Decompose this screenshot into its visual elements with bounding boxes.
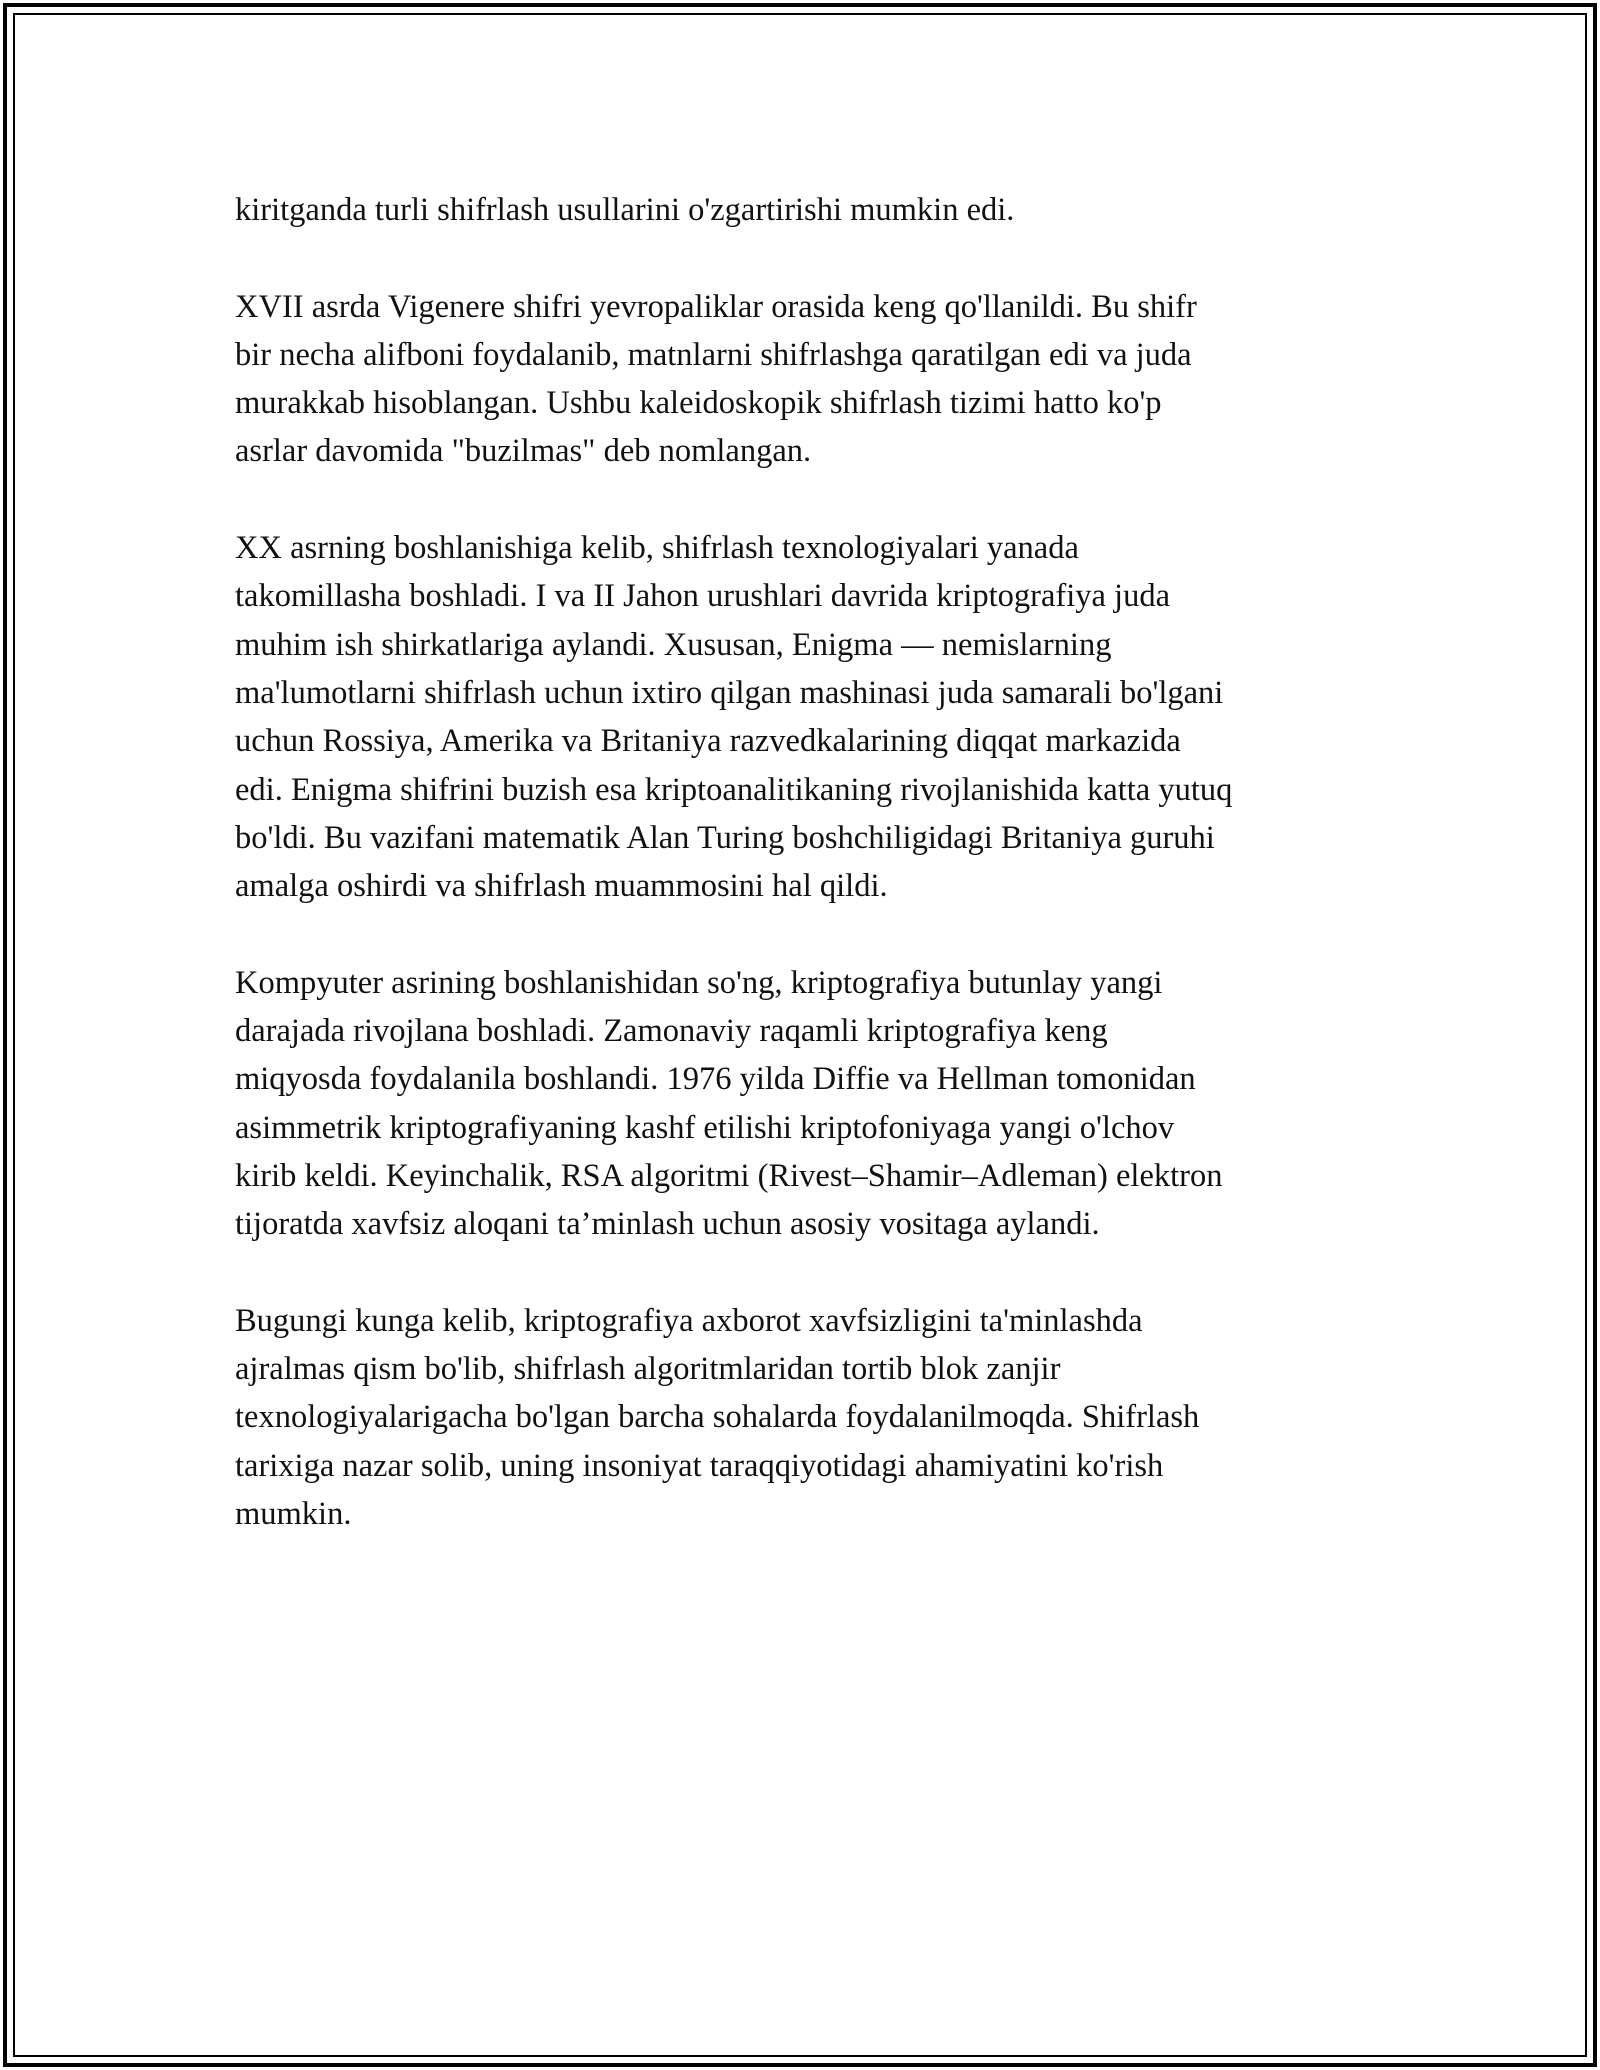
paragraph-line: murakkab hisoblangan. Ushbu kaleidoskopik shifrlash tizimi hatto ko'p: [235, 385, 1162, 422]
paragraph-line: ajralmas qism bo'lib, shifrlash algoritmlaridan tortib blok zanjir: [235, 1351, 1061, 1388]
paragraph: [235, 1297, 1385, 1538]
paragraph-line: texnologiyalarigacha bo'lgan barcha sohalarda foydalanilmoqda. Shifrlash: [235, 1399, 1200, 1436]
paragraph-line: XVII asrda Vigenere shifri yevropaliklar orasida keng qo'llanildi. Bu shifr: [235, 288, 1197, 325]
paragraph-line: asimmetrik kriptografiyaning kashf etilishi kriptofoniyaga yangi o'lchov: [235, 1109, 1175, 1146]
paragraph-line: edi. Enigma shifrini buzish esa kriptoanalitikaning rivojlanishida katta yutuq: [235, 771, 1233, 808]
paragraph-line: Kompyuter asrining boshlanishidan so'ng, kriptografiya butunlay yangi: [235, 964, 1163, 1001]
paragraph-line: takomillasha boshladi. I va II Jahon urushlari davrida kriptografiya juda: [235, 578, 1171, 615]
paragraph-line: miqyosda foydalanila boshlandi. 1976 yilda Diffie va Hellman tomonidan: [235, 1061, 1196, 1098]
paragraph-line: tarixiga nazar solib, uning insoniyat taraqqiyotidagi ahamiyatini ko'rish: [235, 1447, 1164, 1484]
paragraph-line: amalga oshirdi va shifrlash muammosini hal qildi.: [235, 868, 888, 905]
paragraph-line: bo'ldi. Bu vazifani matematik Alan Turing boshchiligidagi Britaniya guruhi: [235, 819, 1215, 856]
paragraph-line: mumkin.: [235, 1496, 352, 1533]
paragraph: [235, 186, 1385, 234]
paragraph-line: muhim ish shirkatlariga aylandi. Xususan, Enigma — nemislarning: [235, 626, 1112, 663]
paragraph: [235, 283, 1385, 476]
paragraph-line: kiritganda turli shifrlash usullarini o'zgartirishi mumkin edi.: [235, 192, 1015, 228]
paragraph-line: darajada rivojlana boshladi. Zamonaviy raqamli kriptografiya keng: [235, 1013, 1108, 1050]
paragraph: [235, 959, 1385, 1249]
paragraph: [235, 524, 1385, 910]
document-body: [235, 186, 1385, 1587]
paragraph-line: kirib keldi. Keyinchalik, RSA algoritmi (Rivest–Shamir–Adleman) elektron: [235, 1157, 1223, 1194]
paragraph-line: ma'lumotlarni shifrlash uchun ixtiro qilgan mashinasi juda samarali bo'lgani: [235, 674, 1224, 711]
paragraph-line: uchun Rossiya, Amerika va Britaniya razvedkalarining diqqat markazida: [235, 723, 1181, 760]
paragraph-line: asrlar davomida "buzilmas" deb nomlangan.: [235, 433, 812, 470]
paragraph-line: Bugungi kunga kelib, kriptografiya axborot xavfsizligini ta'minlashda: [235, 1302, 1143, 1339]
paragraph-line: tijoratda xavfsiz aloqani ta’minlash uchun asosiy vositaga aylandi.: [235, 1206, 1100, 1243]
paragraph-line: XX asrning boshlanishiga kelib, shifrlash texnologiyalari yanada: [235, 530, 1079, 567]
paragraph-line: bir necha alifboni foydalanib, matnlarni shifrlashga qaratilgan edi va juda: [235, 336, 1192, 373]
